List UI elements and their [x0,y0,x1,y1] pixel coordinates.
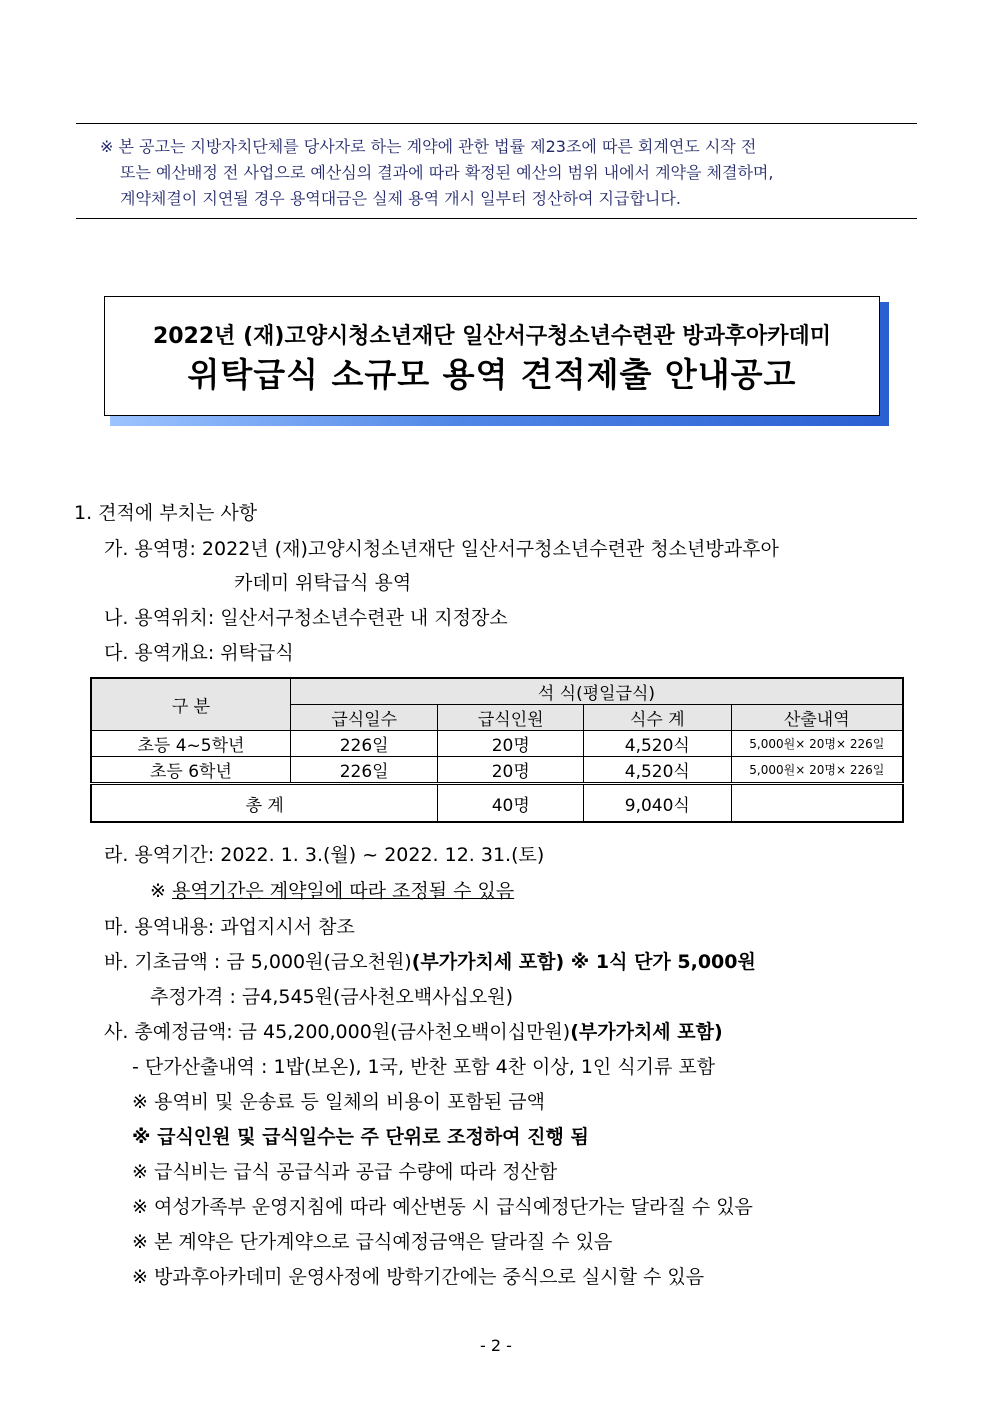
row-label: 초등 6학년 [91,757,290,784]
notice-line-1: ※ 본 공고는 지방자치단체를 당사자로 하는 계약에 관한 법률 제23조에 따른 회계연도 시작 전 [100,137,757,156]
notice-line-2: 또는 예산배정 전 사업으로 예산심의 결과에 따라 확정된 예산의 범위 내에서 계약을 체결하며, [120,163,774,182]
meal-table [90,677,904,823]
item-ga-line-1: 가. 용역명: 2022년 (재)고양시청소년재단 일산서구청소년수련관 청소년방과후아 [104,538,779,560]
notice-box [76,123,917,219]
total-meals: 9,040식 [583,784,731,823]
row-calc: 5,000원× 20명× 226일 [731,757,903,784]
note-4: ※ 여성가족부 운영지침에 따라 예산변동 시 급식예정단가는 달라질 수 있음 [132,1196,753,1218]
row-days: 226일 [290,731,438,757]
total-label: 총 계 [91,784,438,823]
item-na: 나. 용역위치: 일산서구청소년수련관 내 지정장소 [104,607,508,629]
note-3: ※ 급식비는 급식 공급식과 공급 수량에 따라 정산함 [132,1161,558,1183]
row-meals: 4,520식 [583,757,731,784]
item-sa-bold: (부가가치세 포함) [570,1021,723,1043]
note-5: ※ 본 계약은 단가계약으로 급식예정금액은 달라질 수 있음 [132,1231,613,1253]
total-people: 40명 [438,784,584,823]
item-ra: 라. 용역기간: 2022. 1. 3.(월) ~ 2022. 12. 31.(토) [104,844,545,866]
header-group: 석 식(평일급식) [290,678,903,705]
row-label: 초등 4~5학년 [91,731,290,757]
item-sa-text: 사. 총예정금액: 금 45,200,000원(금사천오백이십만원) [104,1021,571,1043]
header-gubun: 구 분 [91,678,290,731]
title-box [104,296,880,416]
page-number: - 2 - [480,1336,512,1355]
row-meals: 4,520식 [583,731,731,757]
note-mark: ※ [150,880,172,902]
note-1: ※ 용역비 및 운송료 등 일체의 비용이 포함된 금액 [132,1091,545,1113]
total-calc [731,784,903,823]
header-people: 급식인원 [438,705,584,731]
item-ba-estimate: 추정가격 : 금4,545원(금사천오백사십오원) [150,986,514,1008]
section-heading: 1. 견적에 부치는 사항 [74,502,258,524]
notice-line-3: 계약체결이 지연될 경우 용역대금은 실제 용역 개시 일부터 정산하여 지급합니다. [120,189,681,208]
item-ma: 마. 용역내용: 과업지시서 참조 [104,916,355,938]
row-people: 20명 [438,757,584,784]
item-ga-line-2: 카데미 위탁급식 용역 [234,572,412,594]
table-row [91,757,903,784]
row-days: 226일 [290,757,438,784]
item-ba [104,947,756,974]
item-sa-dash: - 단가산출내역 : 1밥(보온), 1국, 반찬 포함 4찬 이상, 1인 식기류 포함 [132,1056,716,1078]
item-da: 다. 용역개요: 위탁급식 [104,642,294,664]
row-people: 20명 [438,731,584,757]
header-days: 급식일수 [290,705,438,731]
header-meals: 식수 계 [583,705,731,731]
row-calc: 5,000원× 20명× 226일 [731,731,903,757]
title-line-2: 위탁급식 소규모 용역 견적제출 안내공고 [187,355,797,394]
note-6: ※ 방과후아카데미 운영사정에 방학기간에는 중식으로 실시할 수 있음 [132,1266,705,1288]
note-2: ※ 급식인원 및 급식일수는 주 단위로 조정하여 진행 됨 [132,1126,589,1148]
header-calc: 산출내역 [731,705,903,731]
table-total-row [91,784,903,823]
note-text: 용역기간은 계약일에 따라 조정될 수 있음 [171,880,515,902]
table-header-row [91,678,903,705]
item-ba-bold: (부가가치세 포함) ※ 1식 단가 5,000원 [411,951,756,973]
title-line-1: 2022년 (재)고양시청소년재단 일산서구청소년수련관 방과후아카데미 [152,324,832,349]
item-ba-text: 바. 기초금액 : 금 5,000원(금오천원) [104,951,412,973]
item-ra-note [150,876,514,903]
table-row [91,731,903,757]
item-sa [104,1017,723,1044]
